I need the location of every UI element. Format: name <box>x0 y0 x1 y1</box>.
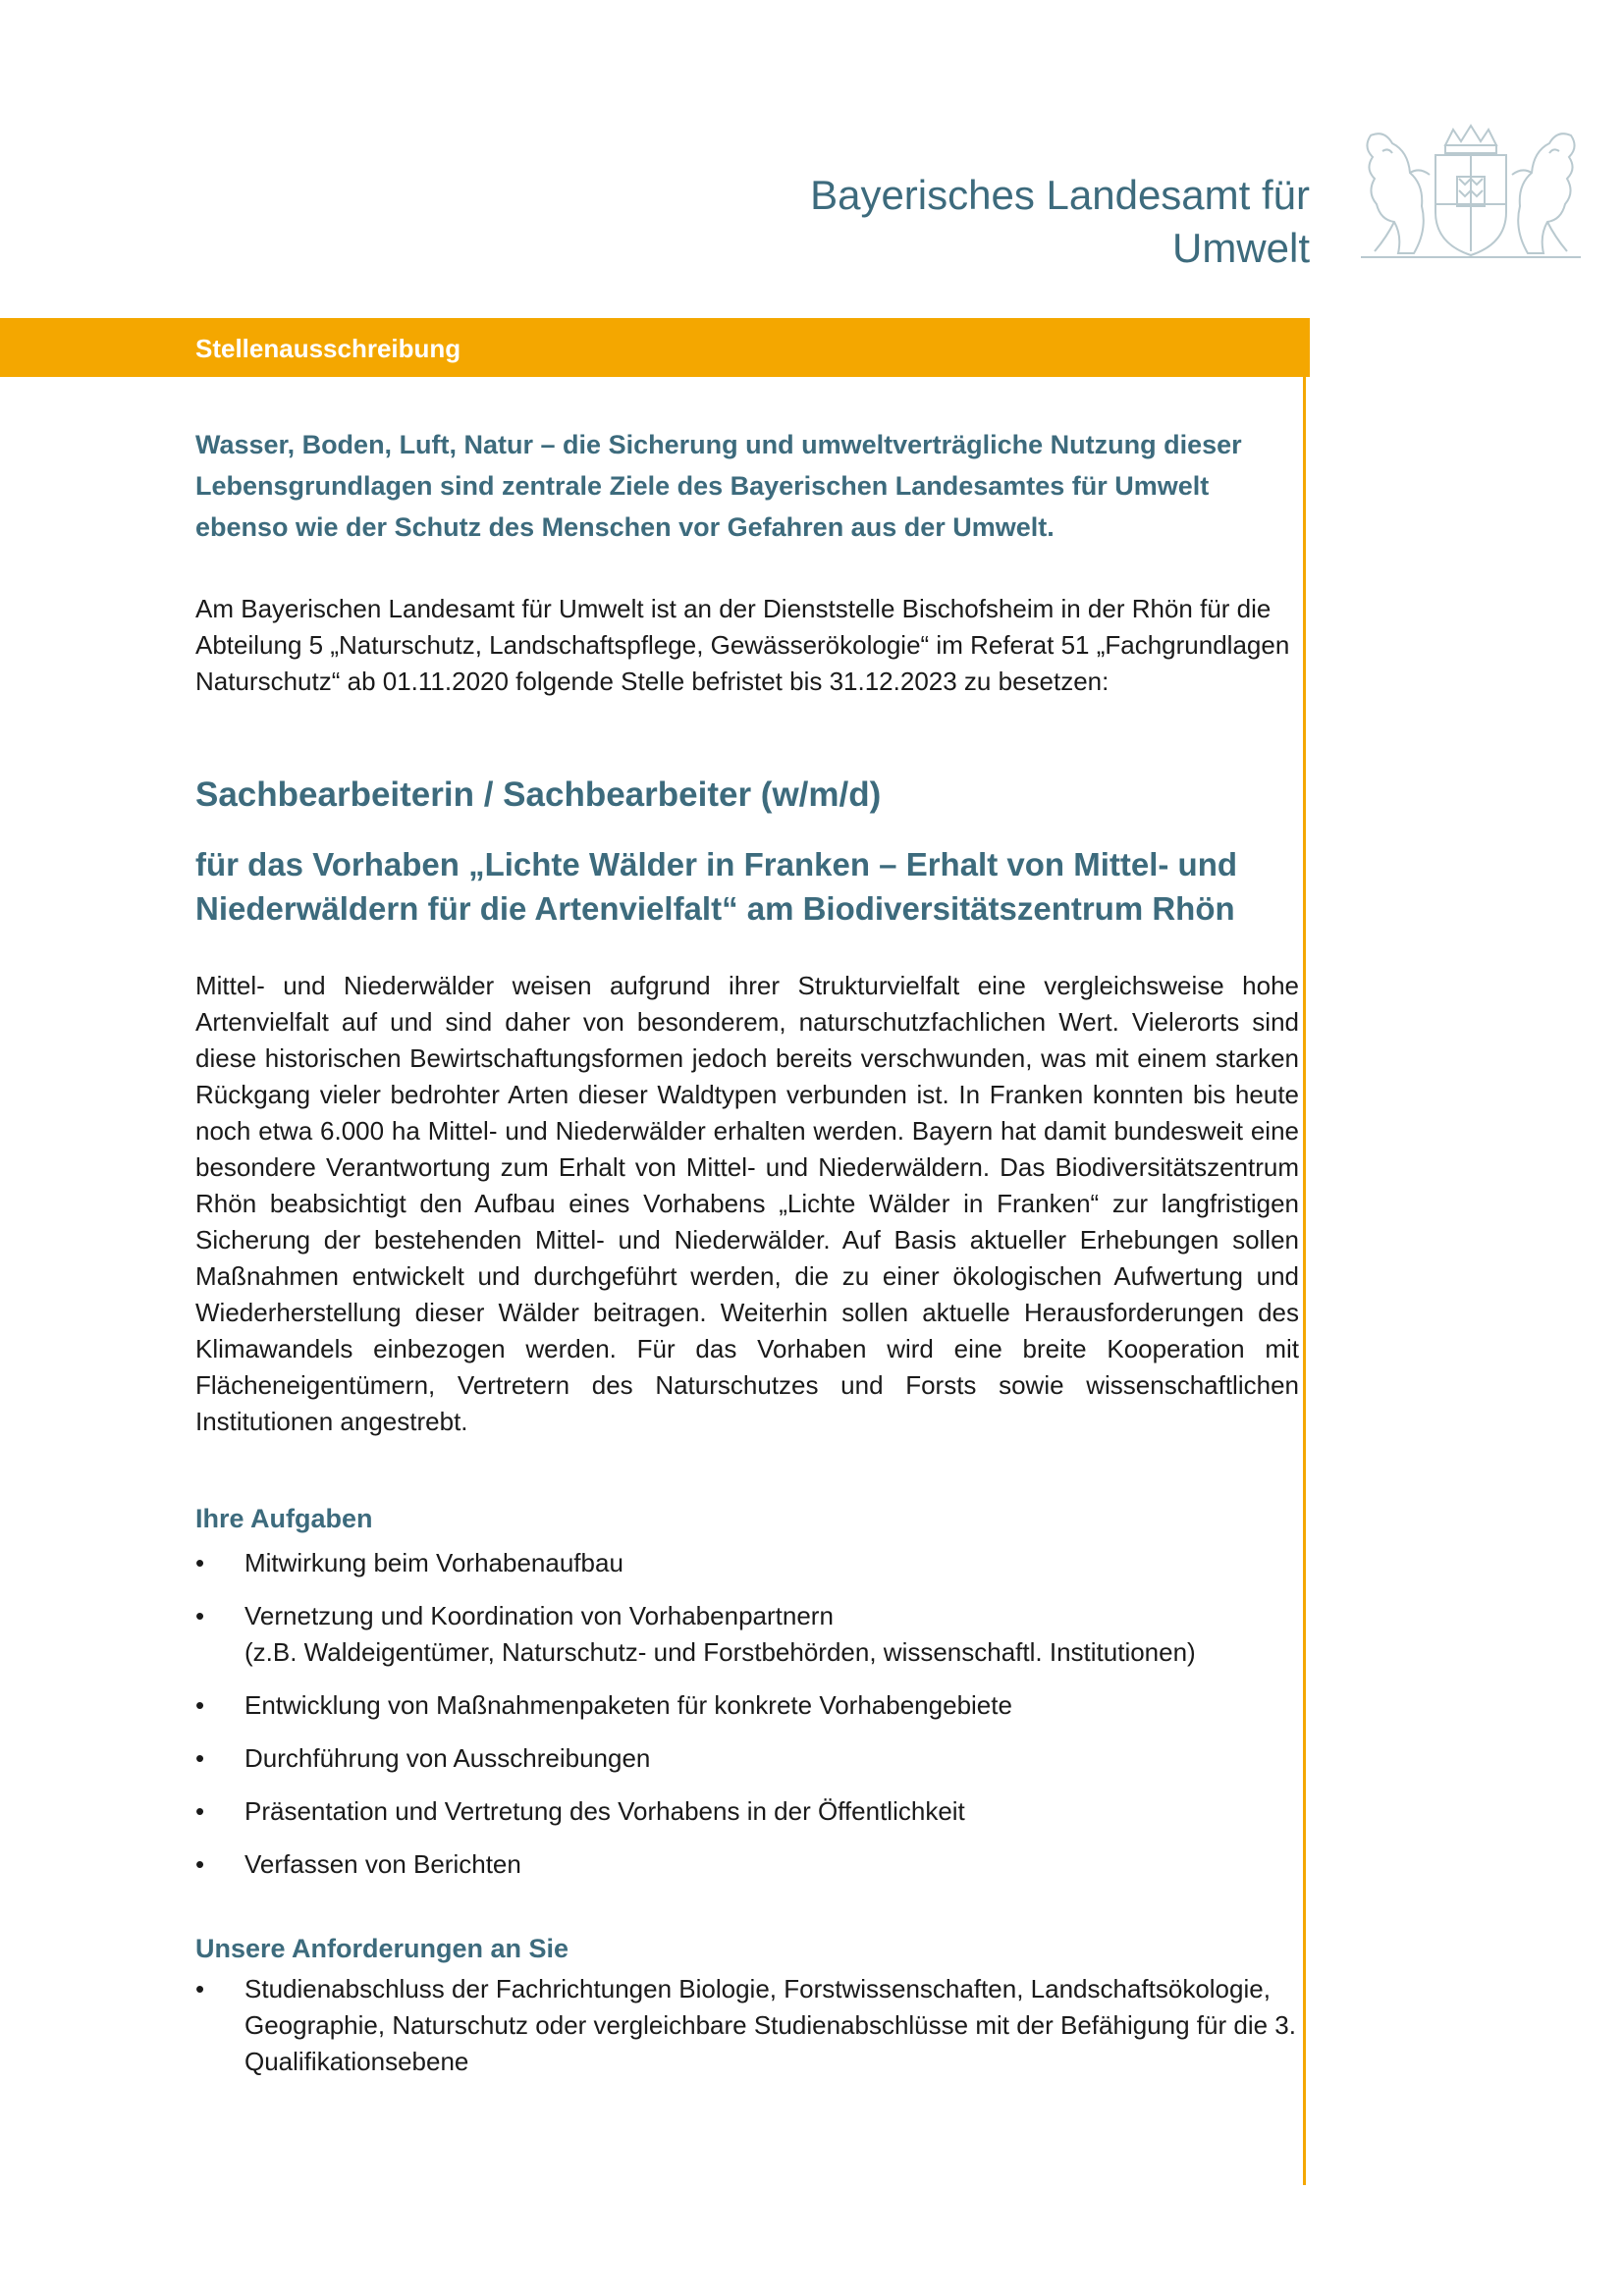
list-item <box>195 1598 1299 1671</box>
project-description-text: Mittel- und Niederwälder weisen aufgrund ihrer Strukturvielfalt eine vergleichsweise hohe Artenvielfalt auf und sind daher von besonderem, naturschutzfachlichen Wert. Vielerorts sind diese historischen Bewirtschaftungsformen jedoch bereits verschwunden, was mit einem starken Rückgang vieler bedrohter Arten dieser Waldtypen verbunden ist. In Franken konnten bis heute noch etwa 6.000 ha Mittel- und Niederwälder erhalten werden. Bayern hat damit bundesweit eine besondere Verantwortung zum Erhalt von Mittel- und Niederwäldern. Das Biodiversitätszentrum Rhön beabsichtigt den Aufbau eines Vorhabens „Lichte Wälder in Franken“ zur langfristigen Sicherung der bestehenden Mittel- und Niederwälder. Auf Basis aktueller Erhebungen sollen Maßnahmen entwickelt und durchgeführt werden, die zu einer ökologischen Aufwertung und Wiederherstellung dieser Wälder beitragen. Weiterhin sollen aktuelle Herausforderungen des Klimawandels einbezogen werden. Für das Vorhaben wird eine breite Kooperation mit Flächeneigentümern, Vertretern des Naturschutzes und Forsts sowie wissenschaftlichen Institutionen angestrebt. <box>195 971 1299 1436</box>
list-item-text: Entwicklung von Maßnahmenpaketen für konkrete Vorhabengebiete <box>244 1690 1012 1720</box>
list-item <box>195 1740 1299 1777</box>
list-item-text: Durchführung von Ausschreibungen <box>244 1743 651 1773</box>
list-item <box>195 1846 1299 1883</box>
bullet-icon: • <box>195 1690 205 1720</box>
list-item-text: Studienabschluss der Fachrichtungen Biologie, Forstwissenschaften, Landschaftsökologie, Geographie, Naturschutz oder vergleichbare Studienabschlüsse mit der Befähigung für die 3. Qualifikationsebene <box>244 1974 1296 2076</box>
list-item <box>195 1545 1299 1581</box>
bullet-icon: • <box>195 1796 205 1826</box>
tasks-list <box>195 1545 1299 1899</box>
intro-text: Wasser, Boden, Luft, Natur – die Sicherung und umweltverträgliche Nutzung dieser Lebensgrundlagen sind zentrale Ziele des Bayerischen Landesamtes für Umwelt ebenso wie der Schutz des Menschen vor Gefahren aus der Umwelt. <box>195 430 1242 542</box>
organization-name-line1: Bayerisches Landesamt für <box>810 172 1310 218</box>
list-item-subtext: (z.B. Waldeigentümer, Naturschutz- und Forstbehörden, wissenschaftl. Institutionen) <box>244 1637 1196 1667</box>
banner-label: Stellenausschreibung <box>195 334 461 363</box>
job-title: Sachbearbeiterin / Sachbearbeiter (w/m/d) <box>195 775 882 814</box>
list-item <box>195 1971 1299 2080</box>
organization-name-line2: Umwelt <box>1171 225 1310 271</box>
list-item-text: Präsentation und Vertretung des Vorhabens in der Öffentlichkeit <box>244 1796 965 1826</box>
list-item-text: Mitwirkung beim Vorhabenaufbau <box>244 1548 623 1577</box>
bullet-icon: • <box>195 1849 205 1879</box>
bullet-icon: • <box>195 1974 205 2003</box>
bullet-icon: • <box>195 1548 205 1577</box>
bavarian-coat-of-arms-icon <box>1351 122 1591 263</box>
organization-name <box>810 169 1310 275</box>
position-announcement-text: Am Bayerischen Landesamt für Umwelt ist an der Dienststelle Bischofsheim in der Rhön für die Abteilung 5 „Naturschutz, Landschaftspflege, Gewässerökologie“ im Referat 51 „Fachgrundlagen Naturschutz“ ab 01.11.2020 folgende Stelle befristet bis 31.12.2023 zu besetzen: <box>195 594 1290 696</box>
tasks-heading: Ihre Aufgaben <box>195 1504 373 1533</box>
list-item-text: Verfassen von Berichten <box>244 1849 521 1879</box>
list-item-text: Vernetzung und Koordination von Vorhabenpartnern <box>244 1601 834 1630</box>
bullet-icon: • <box>195 1601 205 1630</box>
requirements-list <box>195 1971 1299 2080</box>
requirements-heading: Unsere Anforderungen an Sie <box>195 1934 569 1963</box>
project-title: für das Vorhaben „Lichte Wälder in Franken – Erhalt von Mittel- und Niederwäldern für die Artenvielfalt“ am Biodiversitätszentrum Rhön <box>195 846 1238 927</box>
bullet-icon: • <box>195 1743 205 1773</box>
accent-vertical-rule <box>1303 377 1306 2185</box>
list-item <box>195 1687 1299 1724</box>
list-item <box>195 1793 1299 1830</box>
